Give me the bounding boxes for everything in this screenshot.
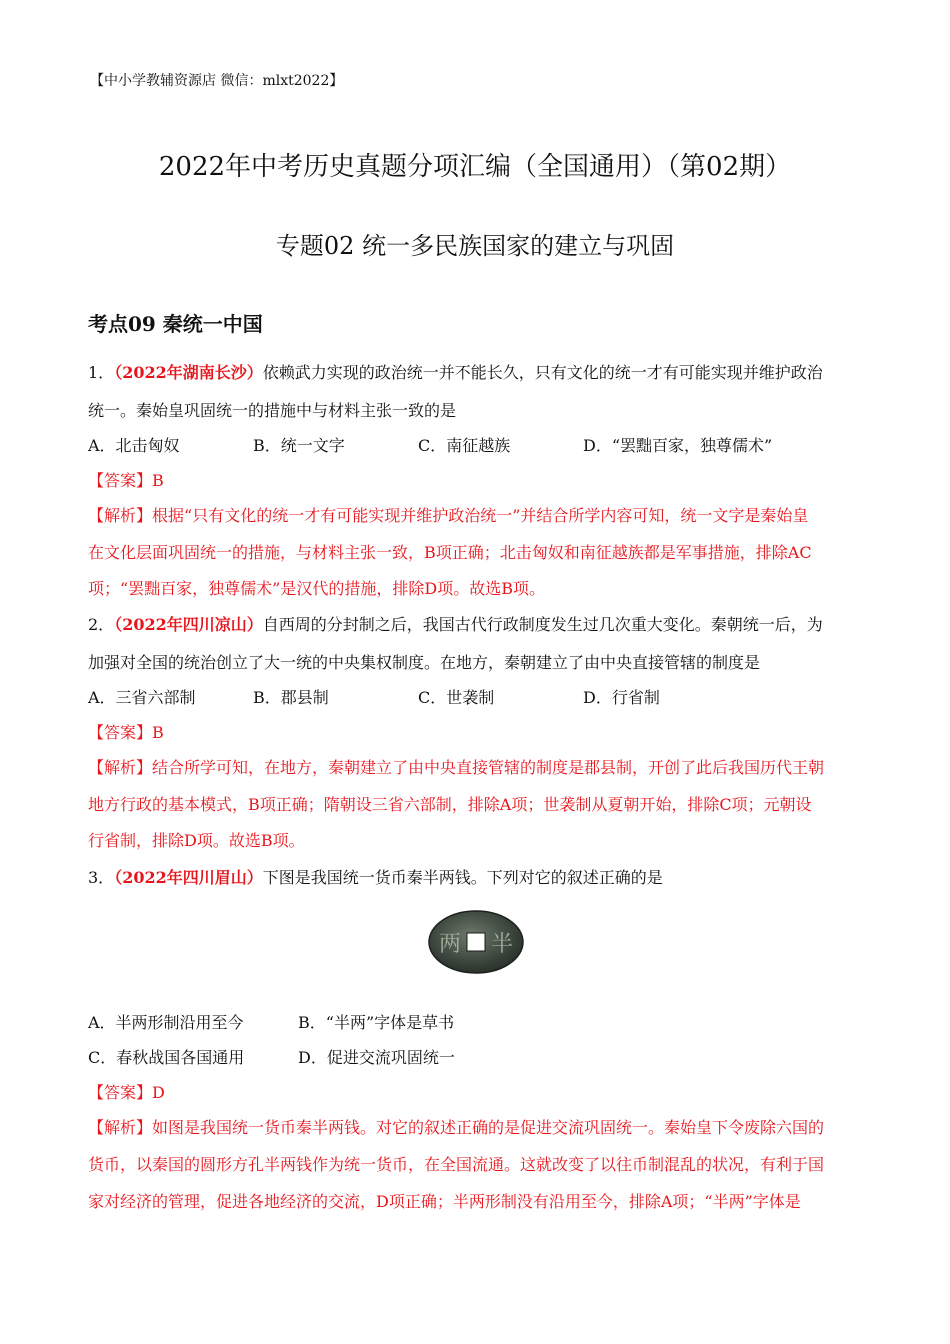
question-text: 依赖武力实现的政治统一并不能长久，只有文化的统一才有可能实现并维护政治: [262, 363, 823, 382]
answer-value: D: [152, 1083, 165, 1102]
q1-option-a: A．北击匈奴: [88, 436, 180, 455]
header-note: 【中小学教辅资源店 微信：mlxt2022】: [90, 73, 344, 89]
q3-analysis-line-1: [88, 1115, 824, 1138]
q1-option-d: D．“罢黜百家，独尊儒术”: [583, 436, 773, 455]
q2-option-b: B．郡县制: [253, 688, 329, 707]
q1-analysis-line-3: 项；“罢黜百家，独尊儒术”是汉代的措施，排除D项。故选B项。: [88, 579, 545, 598]
analysis-text: 结合所学可知，在地方，秦朝建立了由中央直接管辖的制度是郡县制，开创了此后我国历代王朝: [152, 758, 825, 777]
q3-option-a: A．半两形制沿用至今: [88, 1013, 244, 1032]
question-3-stem-line-1: [88, 865, 663, 888]
question-1-stem-line-1: [88, 360, 823, 383]
q1-analysis-line-2: 在文化层面巩固统一的措施，与材料主张一致，B项正确；北击匈奴和南征越族都是军事措施，排除AC: [88, 543, 812, 562]
analysis-text: 根据“只有文化的统一才有可能实现并维护政治统一”并结合所学内容可知，统一文字是秦始皇: [152, 506, 809, 525]
q3-analysis-line-3: 家对经济的管理，促进各地经济的交流，D项正确；半两形制没有沿用至今，排除A项；“半两”字体是: [88, 1192, 801, 1211]
banliang-coin-image: [426, 906, 526, 976]
question-text: 下图是我国统一货币秦半两钱。下列对它的叙述正确的是: [262, 868, 663, 887]
q3-option-c: C．春秋战国各国通用: [88, 1048, 245, 1067]
question-source: （2022年四川眉山）: [114, 868, 263, 887]
q2-option-a: A．三省六部制: [88, 688, 196, 707]
answer-value: B: [152, 471, 164, 490]
question-source: （2022年湖南长沙）: [114, 363, 263, 382]
q2-analysis-line-2: 地方行政的基本模式，B项正确；隋朝设三省六部制，排除A项；世袭制从夏朝开始，排除C项；元朝设: [88, 795, 812, 814]
question-source: （2022年四川凉山）: [114, 615, 263, 634]
q2-analysis-line-1: [88, 755, 824, 778]
section-title: 考点09 秦统一中国: [88, 312, 263, 336]
question-2-stem-line-2: 加强对全国的统治创立了大一统的中央集权制度。在地方，秦朝建立了由中央直接管辖的制度是: [88, 653, 761, 672]
question-2-stem-line-1: [88, 612, 823, 635]
question-text: 自西周的分封制之后，我国古代行政制度发生过几次重大变化。秦朝统一后，为: [262, 615, 823, 634]
analysis-label: 【解析】: [88, 506, 153, 525]
coin-char-ban: 半: [490, 932, 514, 957]
answer-label: 【答案】: [88, 1083, 153, 1102]
coin-char-liang: 两: [438, 932, 462, 957]
q2-option-d: D．行省制: [583, 688, 660, 707]
q1-analysis-line-1: [88, 503, 808, 526]
question-1-stem-line-2: 统一。秦始皇巩固统一的措施中与材料主张一致的是: [88, 401, 457, 420]
q3-option-d: D．促进交流巩固统一: [298, 1048, 455, 1067]
question-number: 2．: [88, 615, 115, 634]
q1-option-c: C．南征越族: [418, 436, 511, 455]
main-title: 2022年中考历史真题分项汇编（全国通用）（第02期）: [158, 152, 792, 182]
answer-label: 【答案】: [88, 471, 153, 490]
analysis-label: 【解析】: [88, 758, 153, 777]
q3-answer: [88, 1080, 165, 1103]
q1-option-b: B．统一文字: [253, 436, 345, 455]
q1-answer: [88, 468, 164, 491]
q2-option-c: C．世袭制: [418, 688, 495, 707]
coin-square-hole: [467, 933, 485, 951]
q3-analysis-line-2: 货币，以秦国的圆形方孔半两钱作为统一货币，在全国流通。这就改变了以往币制混乱的状况，有利于国: [88, 1155, 825, 1174]
question-number: 3．: [88, 868, 115, 887]
answer-value: B: [152, 723, 164, 742]
analysis-text: 如图是我国统一货币秦半两钱。对它的叙述正确的是促进交流巩固统一。秦始皇下令废除六国的: [152, 1118, 825, 1137]
question-number: 1．: [88, 363, 115, 382]
sub-title: 专题02 统一多民族国家的建立与巩固: [275, 232, 675, 260]
q3-option-b: B．“半两”字体是草书: [298, 1013, 455, 1032]
analysis-label: 【解析】: [88, 1118, 153, 1137]
q2-answer: [88, 720, 164, 743]
answer-label: 【答案】: [88, 723, 153, 742]
q2-analysis-line-3: 行省制，排除D项。故选B项。: [88, 831, 305, 850]
